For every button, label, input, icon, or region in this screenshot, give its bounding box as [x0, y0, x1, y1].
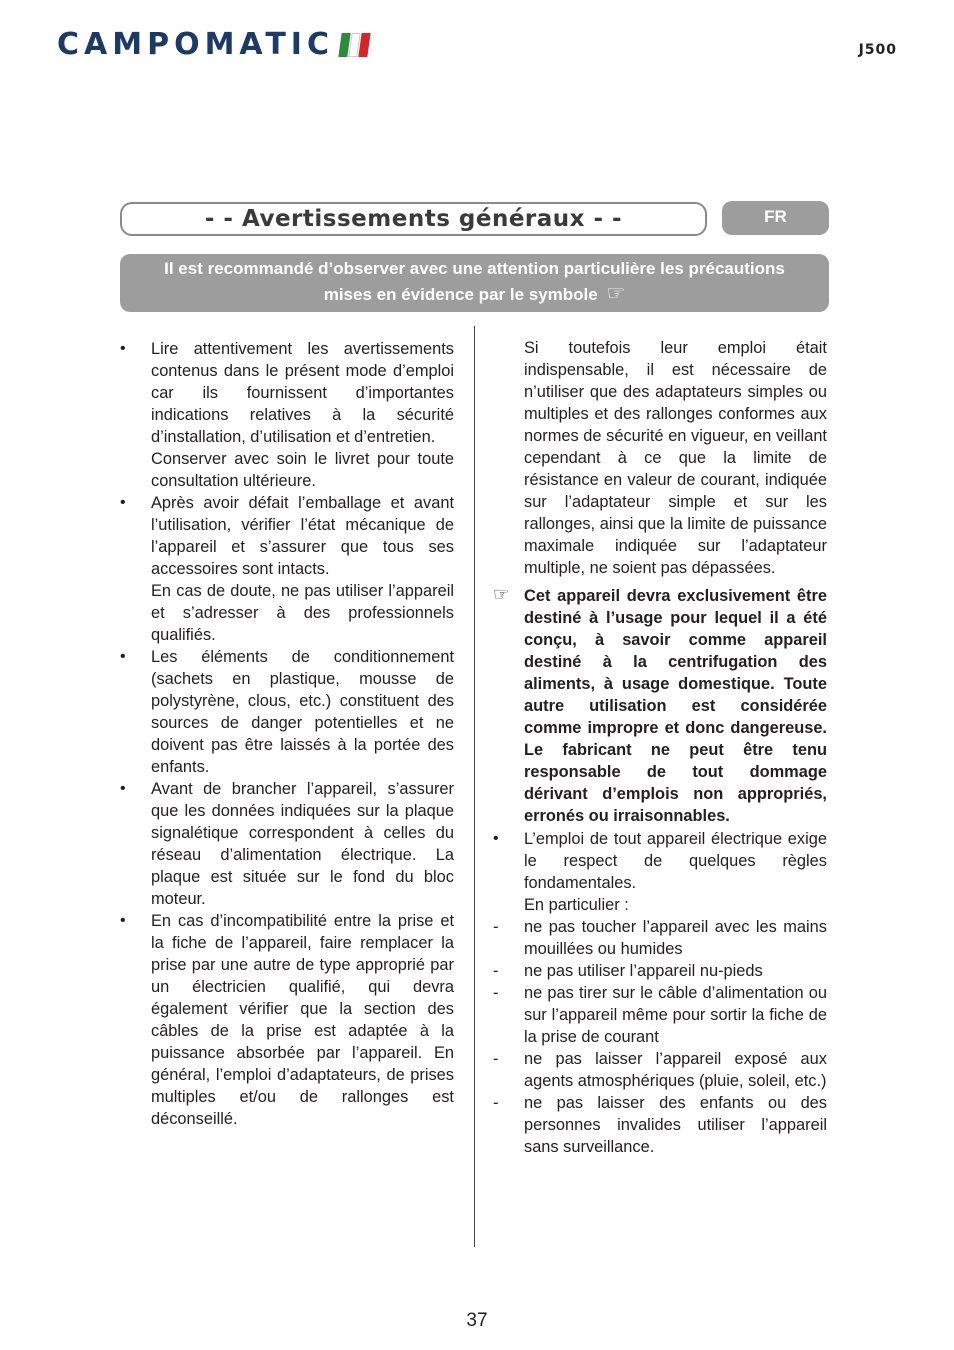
dash-marker: - [493, 1050, 499, 1068]
dash-list-item [493, 982, 827, 1048]
paragraph: Lire attentivement les avertissements contenus dans le présent mode d’emploi car ils fournissent d’importantes indications relatives à la sécurité d’installation, d’utilisation et d’entretien. [151, 340, 454, 446]
notice-line-2-text: mises en évidence par le symbole [323, 285, 598, 304]
notice-banner [120, 254, 829, 312]
dash-list-item [493, 960, 827, 982]
left-column [120, 338, 454, 1130]
list-item [120, 778, 454, 910]
dash-marker: - [493, 984, 499, 1002]
warning-paragraph: Cet appareil devra exclusivement être destiné à l’usage pour lequel il a été conçu, à savoir comme appareil destiné à la centrifugation des aliments, à usage domestique. Toute autre utilisation est considérée comme impropre et donc dangereuse. Le fabricant ne peut être tenu responsable de tout dommage dérivant d’emplois non appropriés, erronés ou irraisonnables. [524, 587, 827, 825]
dash-marker: - [493, 962, 499, 980]
italian-flag-icon [338, 33, 371, 57]
paragraph: En particulier : [524, 896, 629, 914]
list-item [120, 492, 454, 646]
section-title: - - Avertissements généraux - - [204, 206, 623, 232]
bullet-icon: • [493, 830, 499, 847]
pointing-hand-icon: ☞ [606, 282, 626, 305]
list-item [493, 828, 827, 916]
dash-item-text: ne pas laisser des enfants ou des personnes invalides utiliser l’appareil sans surveillance. [524, 1094, 827, 1156]
paragraph: En cas d’incompatibilité entre la prise et la fiche de l’appareil, faire remplacer la prise par une autre de type approprié par un électricien qualifié, qui devra également vérifier que la section des câbles de la prise est adaptée à la puissance absorbée par l’appareil. En général, l’emploi d’adaptateurs, de prises multiples et/ou de rallonges est déconseillé. [151, 912, 454, 1128]
bullet-icon: • [120, 494, 126, 511]
language-badge: FR [722, 201, 829, 235]
model-number: J500 [858, 42, 897, 58]
column-divider [474, 326, 475, 1247]
warning-item [493, 585, 827, 827]
right-column [493, 337, 827, 1158]
flag-stripe-red [358, 33, 370, 57]
section-title-box [120, 202, 707, 236]
bullet-icon: • [120, 912, 126, 929]
continuation-paragraph [493, 337, 827, 579]
list-item [120, 646, 454, 778]
logo-text: CAMPOMATIC [57, 27, 334, 62]
dash-list-item [493, 1048, 827, 1092]
dash-item-text: ne pas tirer sur le câble d’alimentation ou sur l’appareil même pour sortir la fiche de la prise de courant [524, 984, 827, 1046]
bullet-icon: • [120, 340, 126, 357]
dash-marker: - [493, 918, 499, 936]
dash-marker: - [493, 1094, 499, 1112]
dash-list-item [493, 1092, 827, 1158]
paragraph: Avant de brancher l’appareil, s’assurer que les données indiquées sur la plaque signalétique correspondent à celles du réseau d’alimentation électrique. La plaque est située sur le fond du bloc moteur. [151, 780, 454, 908]
brand-logo [57, 27, 370, 62]
dash-list-item [493, 916, 827, 960]
paragraph: Si toutefois leur emploi était indispensable, il est nécessaire de n’utiliser que des adaptateurs simples ou multiples et des rallonges conformes aux normes de sécurité en vigueur, en veillant cependant à ce que la limite de résistance en valeur de courant, indiquée sur l’adaptateur simple et sur les rallonges, ainsi que la limite de puissance maximale indiquée sur l’adaptateur multiple, ne soient pas dépassées. [524, 339, 827, 577]
list-item [120, 338, 454, 492]
dash-item-text: ne pas toucher l’appareil avec les mains mouillées ou humides [524, 918, 827, 958]
bullet-icon: • [120, 780, 126, 797]
notice-line-1: Il est recommandé d’observer avec une attention particulière les précautions [164, 259, 785, 278]
bullet-icon: • [120, 648, 126, 665]
paragraph: Après avoir défait l’emballage et avant l’utilisation, vérifier l’état mécanique de l’appareil et s’assurer que tous ses accessoires sont intacts. [151, 494, 454, 578]
notice-line-2 [120, 281, 829, 307]
dash-item-text: ne pas utiliser l’appareil nu-pieds [524, 962, 763, 980]
paragraph: Les éléments de conditionnement (sachets en plastique, mousse de polystyrène, clous, etc.) constituent des sources de danger potentielles et ne doivent pas être laissés à la portée des enfants. [151, 648, 454, 776]
pointing-hand-icon: ☞ [493, 584, 510, 604]
paragraph: En cas de doute, ne pas utiliser l’appareil et s’adresser à des professionnels qualifiés. [151, 582, 454, 644]
page-number: 37 [466, 1310, 488, 1331]
list-item [120, 910, 454, 1130]
dash-item-text: ne pas laisser l’appareil exposé aux agents atmosphériques (pluie, soleil, etc.) [524, 1050, 827, 1090]
paragraph: Conserver avec soin le livret pour toute consultation ultérieure. [151, 450, 454, 490]
dash-list [493, 916, 827, 1158]
paragraph: L’emploi de tout appareil électrique exige le respect de quelques règles fondamentales. [524, 830, 827, 892]
